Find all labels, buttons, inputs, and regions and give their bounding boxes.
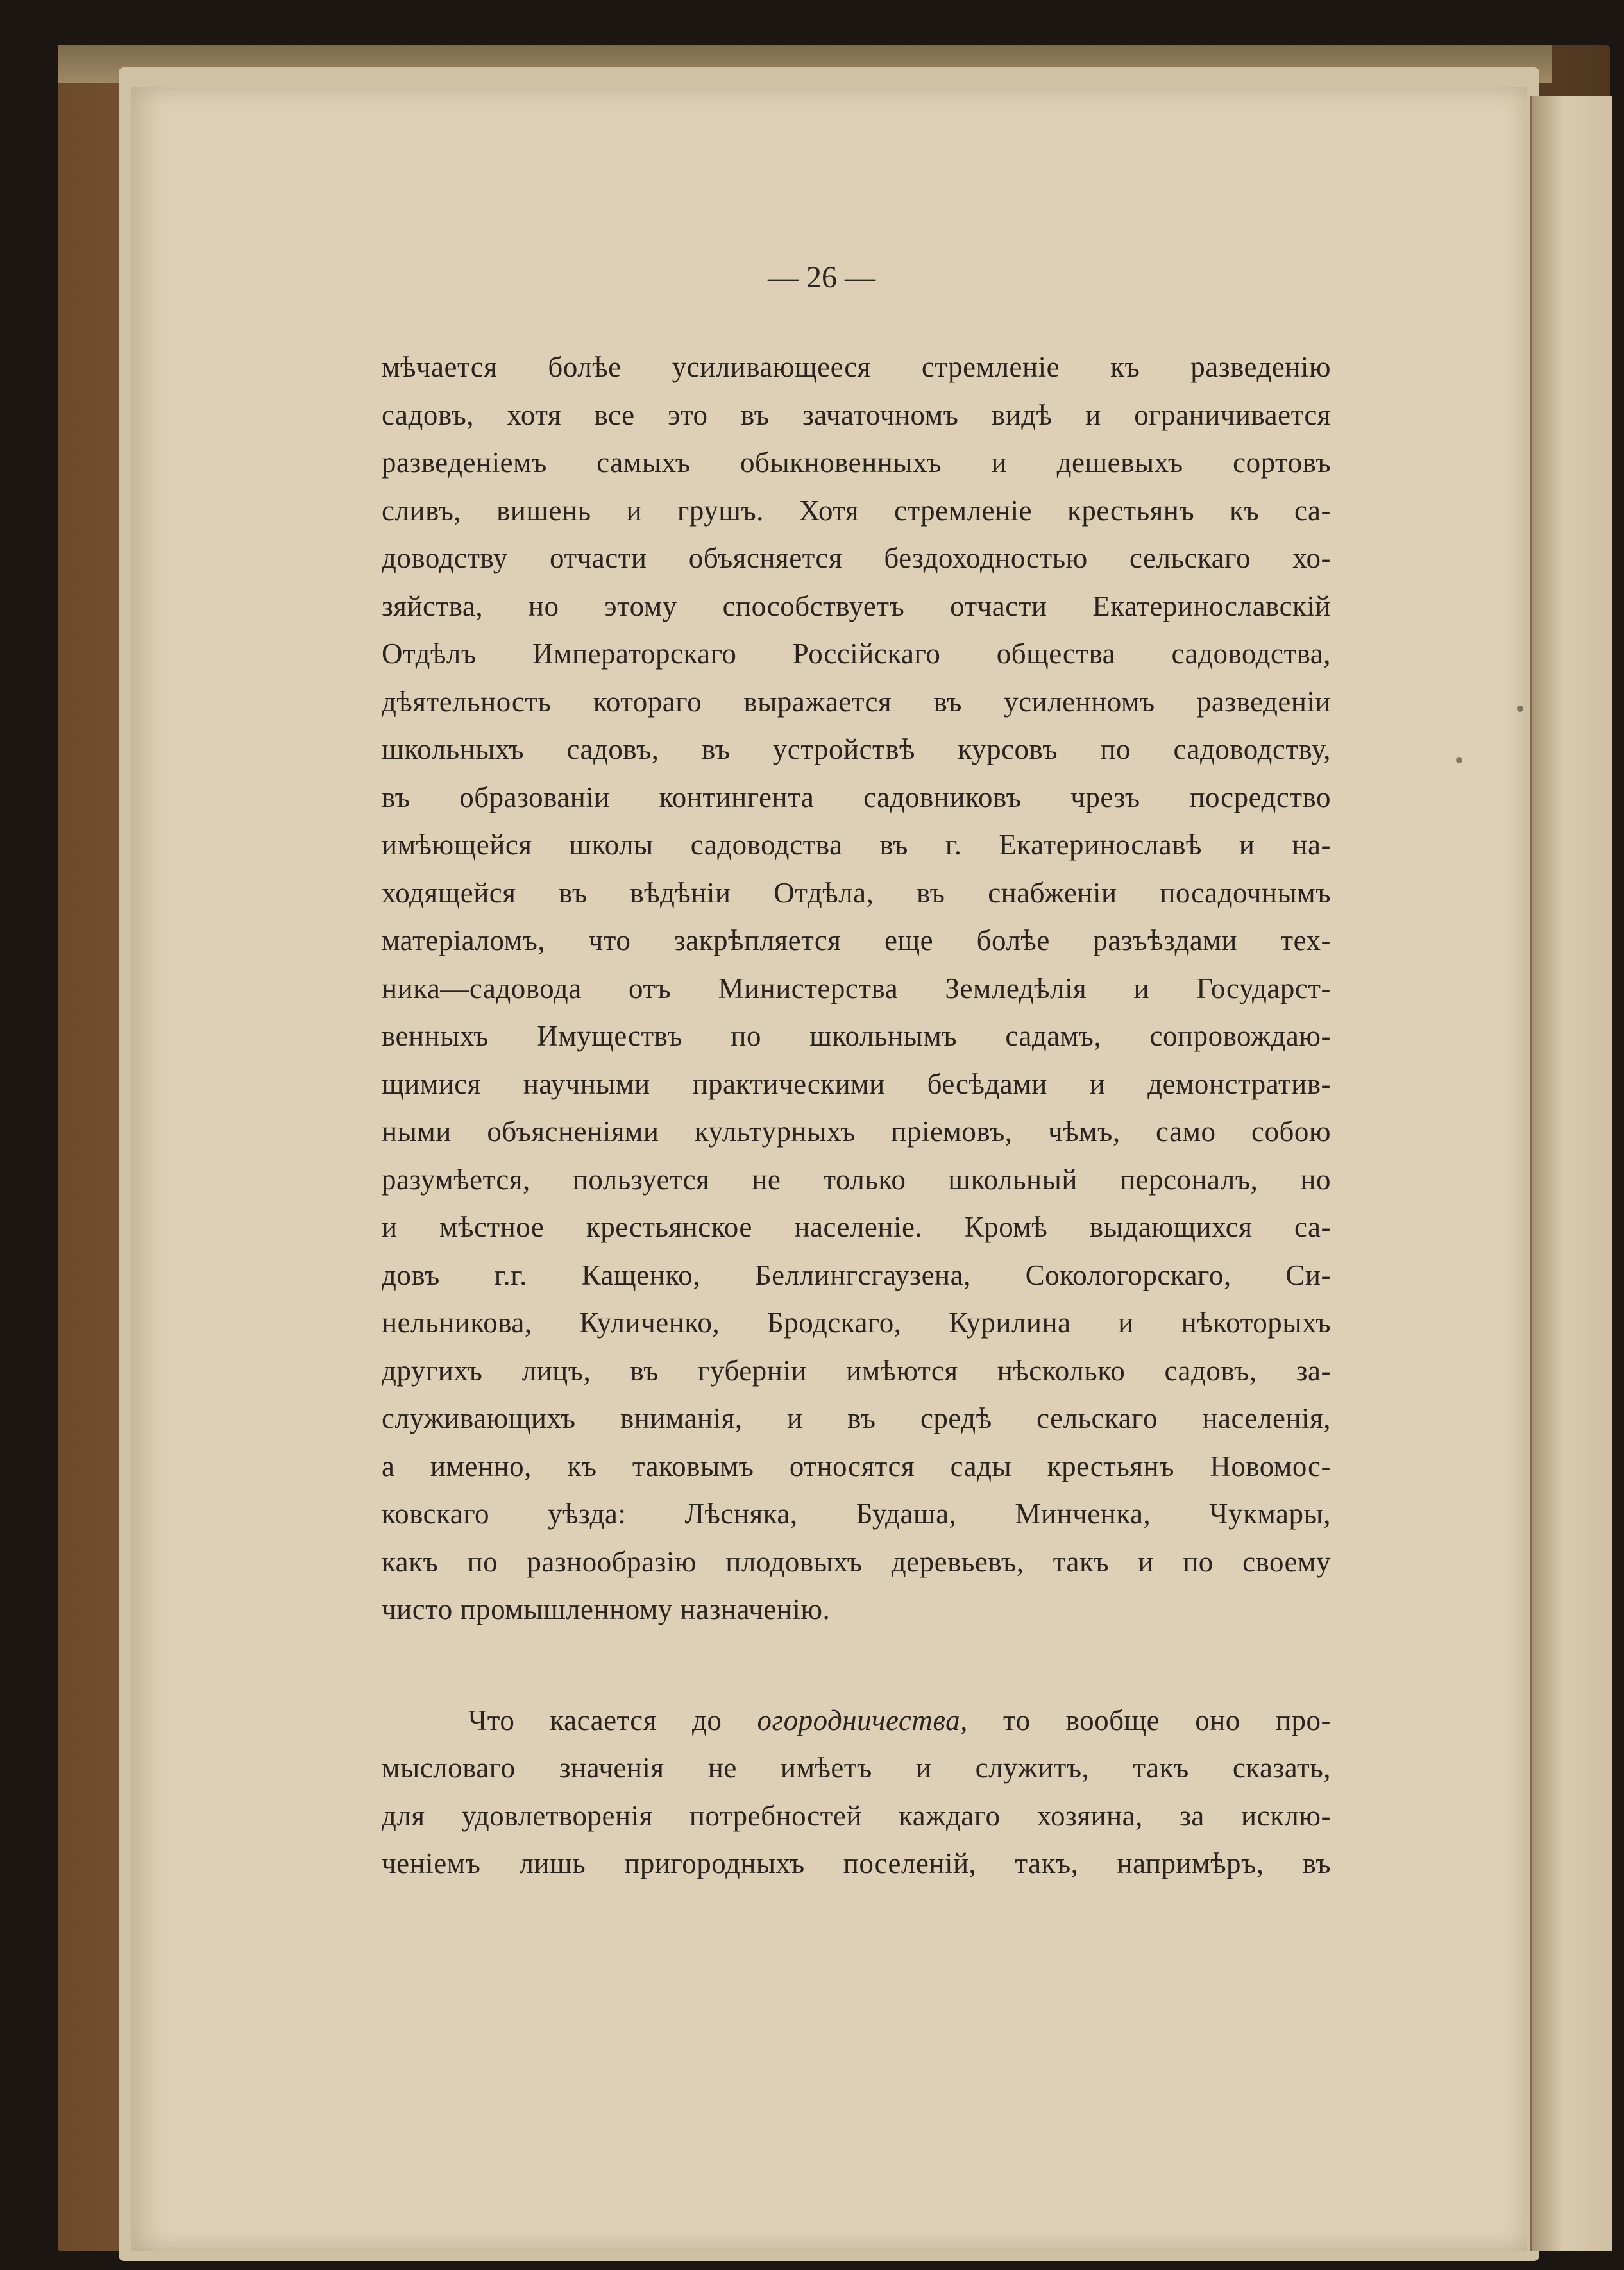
text-line: ника—садовода отъ Министерства Земледѣлія и Государст- bbox=[382, 972, 1331, 1004]
text-line: щимися научными практическими бесѣдами и демонстратив- bbox=[382, 1067, 1331, 1100]
paragraph-opening: Что касается до bbox=[468, 1704, 757, 1736]
page-number: — 26 — bbox=[768, 260, 875, 294]
text-line: мѣчается болѣе усиливающееся стремленіе къ разведенію bbox=[382, 351, 1331, 383]
page-speck bbox=[1456, 757, 1462, 763]
text-line: венныхъ Имуществъ по школьнымъ садамъ, сопровождаю- bbox=[382, 1020, 1331, 1052]
paragraph-1 bbox=[382, 343, 1331, 1634]
text-line: Отдѣлъ Императорскаго Россійскаго общества садоводства, bbox=[382, 638, 1331, 670]
emphasized-term: огородничества, bbox=[757, 1704, 968, 1736]
text-line: имѣющейся школы садоводства въ г. Екатеринославѣ и на- bbox=[382, 829, 1331, 861]
text-line: дѣятельность котораго выражается въ усиленномъ разведеніи bbox=[382, 685, 1331, 718]
paragraph-2 bbox=[382, 1697, 1331, 1888]
page-speck bbox=[1517, 706, 1523, 712]
text-line: въ образованіи контингента садовниковъ чрезъ посредство bbox=[382, 781, 1331, 813]
text-line: служивающихъ вниманія, и въ средѣ сельскаго населенія, bbox=[382, 1402, 1331, 1434]
text-line: ходящейся въ вѣдѣніи Отдѣла, въ снабженіи посадочнымъ bbox=[382, 876, 1331, 909]
text-line: садовъ, хотя все это въ зачаточномъ видѣ и ограничивается bbox=[382, 398, 1331, 431]
next-page-edge bbox=[1530, 96, 1612, 2251]
text-line: ковскаго уѣзда: Лѣсняка, Будаша, Минченка, Чукмары, bbox=[382, 1498, 1331, 1530]
text-line: довъ г.г. Кащенко, Беллингсгаузена, Сокологорскаго, Си- bbox=[382, 1258, 1331, 1291]
text-line: какъ по разнообразію плодовыхъ деревьевъ, такъ и по своему bbox=[382, 1545, 1331, 1578]
text-line: нельникова, Куличенко, Бродскаго, Курилина и нѣкоторыхъ bbox=[382, 1307, 1331, 1339]
text-line: ными объясненіями культурныхъ пріемовъ, чѣмъ, само собою bbox=[382, 1115, 1331, 1148]
text-line bbox=[382, 1697, 1331, 1745]
paragraph-opening-rest: то вообще оно про- bbox=[967, 1704, 1331, 1736]
text-line: а именно, къ таковымъ относятся сады крестьянъ Новомос- bbox=[382, 1450, 1331, 1482]
text-line: сливъ, вишень и грушъ. Хотя стремленіе крестьянъ къ са- bbox=[382, 494, 1331, 527]
text-line: для удовлетворенія потребностей каждаго хозяина, за исклю- bbox=[382, 1799, 1331, 1832]
text-line: разведеніемъ самыхъ обыкновенныхъ и дешевыхъ сортовъ bbox=[382, 446, 1331, 479]
text-line: зяйства, но этому способствуетъ отчасти Екатеринославскій bbox=[382, 589, 1331, 622]
text-line: школьныхъ садовъ, въ устройствѣ курсовъ по садоводству, bbox=[382, 733, 1331, 765]
text-line: разумѣется, пользуется не только школьный персоналъ, но bbox=[382, 1163, 1331, 1196]
text-line: чисто промышленному назначенію. bbox=[382, 1593, 831, 1625]
text-line: и мѣстное крестьянское населеніе. Кромѣ выдающихся са- bbox=[382, 1211, 1331, 1243]
text-line: другихъ лицъ, въ губерніи имѣются нѣсколько садовъ, за- bbox=[382, 1354, 1331, 1387]
text-line: доводству отчасти объясняется бездоходностью сельскаго хо- bbox=[382, 542, 1331, 574]
paragraph-gap bbox=[382, 1634, 1331, 1697]
text-line: ченіемъ лишь пригородныхъ поселеній, такъ, напримѣръ, въ bbox=[382, 1847, 1331, 1879]
text-line: матеріаломъ, что закрѣпляется еще болѣе разъѣздами тех- bbox=[382, 924, 1331, 956]
body-text bbox=[382, 343, 1331, 1888]
text-line: мысловаго значенія не имѣетъ и служитъ, такъ сказать, bbox=[382, 1752, 1331, 1784]
